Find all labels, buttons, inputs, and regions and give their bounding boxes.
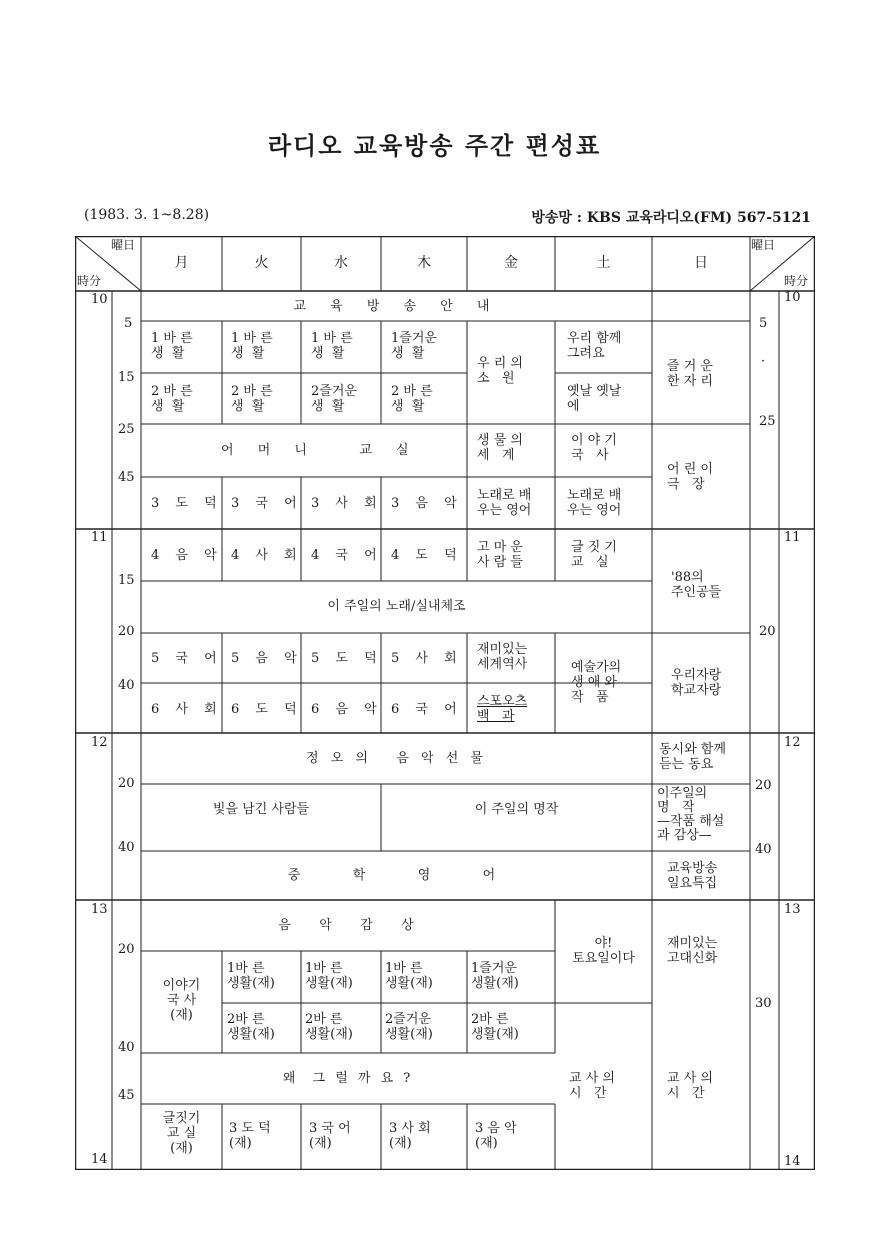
program-cell: 3 음 악 xyxy=(391,496,463,511)
program-cell: 1즐거운 생활(재) xyxy=(471,961,519,991)
program-cell: 이 주일의 명작 xyxy=(474,802,559,817)
program-cell: 4 사 회 xyxy=(231,548,303,563)
program-cell: 왜 그 럴 까 요 ? xyxy=(282,1071,414,1086)
time-hour: 13 xyxy=(91,902,108,917)
program-cell: 2바 른 생활(재) xyxy=(471,1012,519,1042)
program-cell: 옛날 옛날 에 xyxy=(567,384,622,414)
time-minute: 20 xyxy=(118,624,135,639)
program-cell: 1 바 른 생 활 xyxy=(231,331,273,361)
time-hour: 10 xyxy=(784,290,801,305)
program-cell: 3 국 어 (재) xyxy=(309,1121,351,1151)
program-cell: 교 육 방 송 안 내 xyxy=(293,299,500,314)
program-cell: 3 도 덕 xyxy=(151,496,223,511)
program-cell: 어 머 니 교 실 xyxy=(221,443,419,458)
program-cell: 2 바 른 생 활 xyxy=(231,384,273,414)
time-hour: 14 xyxy=(784,1154,801,1169)
time-minute: 5 xyxy=(124,316,133,331)
program-cell: 2바 른 생활(재) xyxy=(305,1012,353,1042)
program-cell: 음 악 감 상 xyxy=(278,918,418,933)
program-cell: 재미있는 세계역사 xyxy=(477,642,528,672)
time-minute: 40 xyxy=(118,1040,135,1055)
program-cell: 4 국 어 xyxy=(311,548,383,563)
time-minute: 40 xyxy=(118,678,135,693)
day-header-mon: 月 xyxy=(174,255,189,271)
program-cell: 5 도 덕 xyxy=(311,651,383,666)
time-mark: · xyxy=(761,354,766,369)
program-cell: 우리 함께 그려요 xyxy=(567,331,622,361)
time-minute: 40 xyxy=(755,842,772,857)
day-header-wed: 水 xyxy=(334,255,348,271)
program-cell: 4 도 덕 xyxy=(391,548,463,563)
program-cell: 5 음 악 xyxy=(231,651,303,666)
program-cell: 교 사 의 시 간 xyxy=(667,1071,713,1101)
program-cell: 예술가의 생 애 와 작 품 xyxy=(571,660,622,705)
time-minute: 5 xyxy=(759,316,768,331)
program-cell: 1 바 른 생 활 xyxy=(151,331,193,361)
program-cell: '88의 주인공들 xyxy=(671,570,722,600)
program-cell: 1즐거운 생 활 xyxy=(391,331,437,361)
time-minute: 20 xyxy=(755,778,772,793)
time-hour: 10 xyxy=(91,292,108,307)
schedule-table xyxy=(75,236,815,1170)
program-cell: 2 바 른 생 활 xyxy=(391,384,433,414)
program-cell: 6 국 어 xyxy=(391,702,463,717)
time-hour: 13 xyxy=(784,902,801,917)
program-cell: 이주일의 명 작 —작품 해설 과 감상— xyxy=(657,786,725,843)
program-cell: 노래로 배 우는 영어 xyxy=(477,488,532,518)
day-header-tue: 火 xyxy=(254,255,269,271)
program-cell: 교육방송 일요특집 xyxy=(667,861,718,891)
program-cell: 글짓기 교 실 (재) xyxy=(162,1111,201,1156)
program-cell: 이 주일의 노래/실내체조 xyxy=(327,599,466,614)
program-cell: 3 국 어 xyxy=(231,496,303,511)
time-minute: 15 xyxy=(118,573,135,588)
broadcast-period: (1983. 3. 1~8.28) xyxy=(84,207,210,223)
time-minute: 20 xyxy=(118,942,135,957)
program-cell: 정 오 의 음 악 선 물 xyxy=(306,751,487,766)
program-cell: 우리자랑 학교자랑 xyxy=(671,668,722,698)
program-cell: 어 린 이 극 장 xyxy=(667,462,713,492)
time-minute: 45 xyxy=(118,470,135,485)
program-cell: 4 음 악 xyxy=(151,548,223,563)
time-minute: 40 xyxy=(118,840,135,855)
time-minute: 20 xyxy=(118,776,135,791)
program-cell: 3 음 악 (재) xyxy=(475,1121,517,1151)
time-hour: 11 xyxy=(784,530,801,545)
program-cell: 3 도 덕 (재) xyxy=(229,1121,271,1151)
time-hour: 14 xyxy=(91,1152,108,1167)
program-cell: 1바 른 생활(재) xyxy=(227,961,275,991)
program-cell: 즐 거 운 한 자 리 xyxy=(667,359,713,389)
program-cell: 재미있는 고대신화 xyxy=(667,936,718,966)
time-minute: 45 xyxy=(118,1088,135,1103)
time-minute: 25 xyxy=(118,422,135,437)
program-cell: 이야기 국 사 (재) xyxy=(162,978,201,1023)
time-minute: 30 xyxy=(755,996,772,1011)
day-header-fri: 金 xyxy=(504,255,518,271)
program-cell: 6 음 악 xyxy=(311,702,383,717)
program-cell: 노래로 배 우는 영어 xyxy=(567,488,622,518)
program-cell: 5 국 어 xyxy=(151,651,223,666)
corner-weekday-right: 曜日 xyxy=(751,238,776,252)
station-info: 방송망 : KBS 교육라디오(FM) 567-5121 xyxy=(531,210,811,226)
program-cell: 1바 른 생활(재) xyxy=(385,961,433,991)
program-cell: 6 도 덕 xyxy=(231,702,303,717)
day-header-sat: 土 xyxy=(596,255,611,271)
program-cell: 6 사 회 xyxy=(151,702,223,717)
time-hour: 12 xyxy=(91,735,108,750)
program-cell: 빛을 남긴 사람들 xyxy=(212,802,310,817)
program-cell: 중 학 영 어 xyxy=(287,868,506,883)
program-cell: 스포오츠 백 과 xyxy=(477,694,528,724)
program-cell: 야! 토요일이다 xyxy=(572,936,635,966)
time-minute: 25 xyxy=(759,414,776,429)
program-cell: 교 사 의 시 간 xyxy=(569,1071,615,1101)
corner-time-right: 時分 xyxy=(784,274,809,288)
day-header-thu: 木 xyxy=(417,255,431,271)
program-cell: 우 리 의 소 원 xyxy=(477,356,523,386)
time-minute: 15 xyxy=(118,370,135,385)
corner-weekday-left: 曜日 xyxy=(111,238,136,252)
program-cell: 이 야 기 국 사 xyxy=(571,433,617,463)
time-hour: 12 xyxy=(784,735,801,750)
program-cell: 5 사 회 xyxy=(391,651,463,666)
program-cell: 2즐거운 생활(재) xyxy=(385,1012,433,1042)
time-minute: 20 xyxy=(759,624,776,639)
time-hour: 11 xyxy=(91,530,108,545)
day-header-sun: 日 xyxy=(694,255,708,271)
program-cell: 고 마 운 사 람 들 xyxy=(477,540,523,570)
program-cell: 동시와 함께 듣는 동요 xyxy=(659,742,726,772)
corner-time-left: 時分 xyxy=(77,274,102,288)
program-cell: 1 바 른 생 활 xyxy=(311,331,353,361)
program-cell: 2바 른 생활(재) xyxy=(227,1012,275,1042)
program-cell: 2즐거운 생 활 xyxy=(311,384,357,414)
program-cell: 3 사 회 (재) xyxy=(389,1121,431,1151)
program-cell: 3 사 회 xyxy=(311,496,383,511)
program-cell: 생 물 의 세 계 xyxy=(477,433,523,463)
page-title: 라디오 교육방송 주간 편성표 xyxy=(267,132,602,160)
program-cell: 1바 른 생활(재) xyxy=(305,961,353,991)
program-cell: 글 짓 기 교 실 xyxy=(571,540,617,570)
program-cell: 2 바 른 생 활 xyxy=(151,384,193,414)
